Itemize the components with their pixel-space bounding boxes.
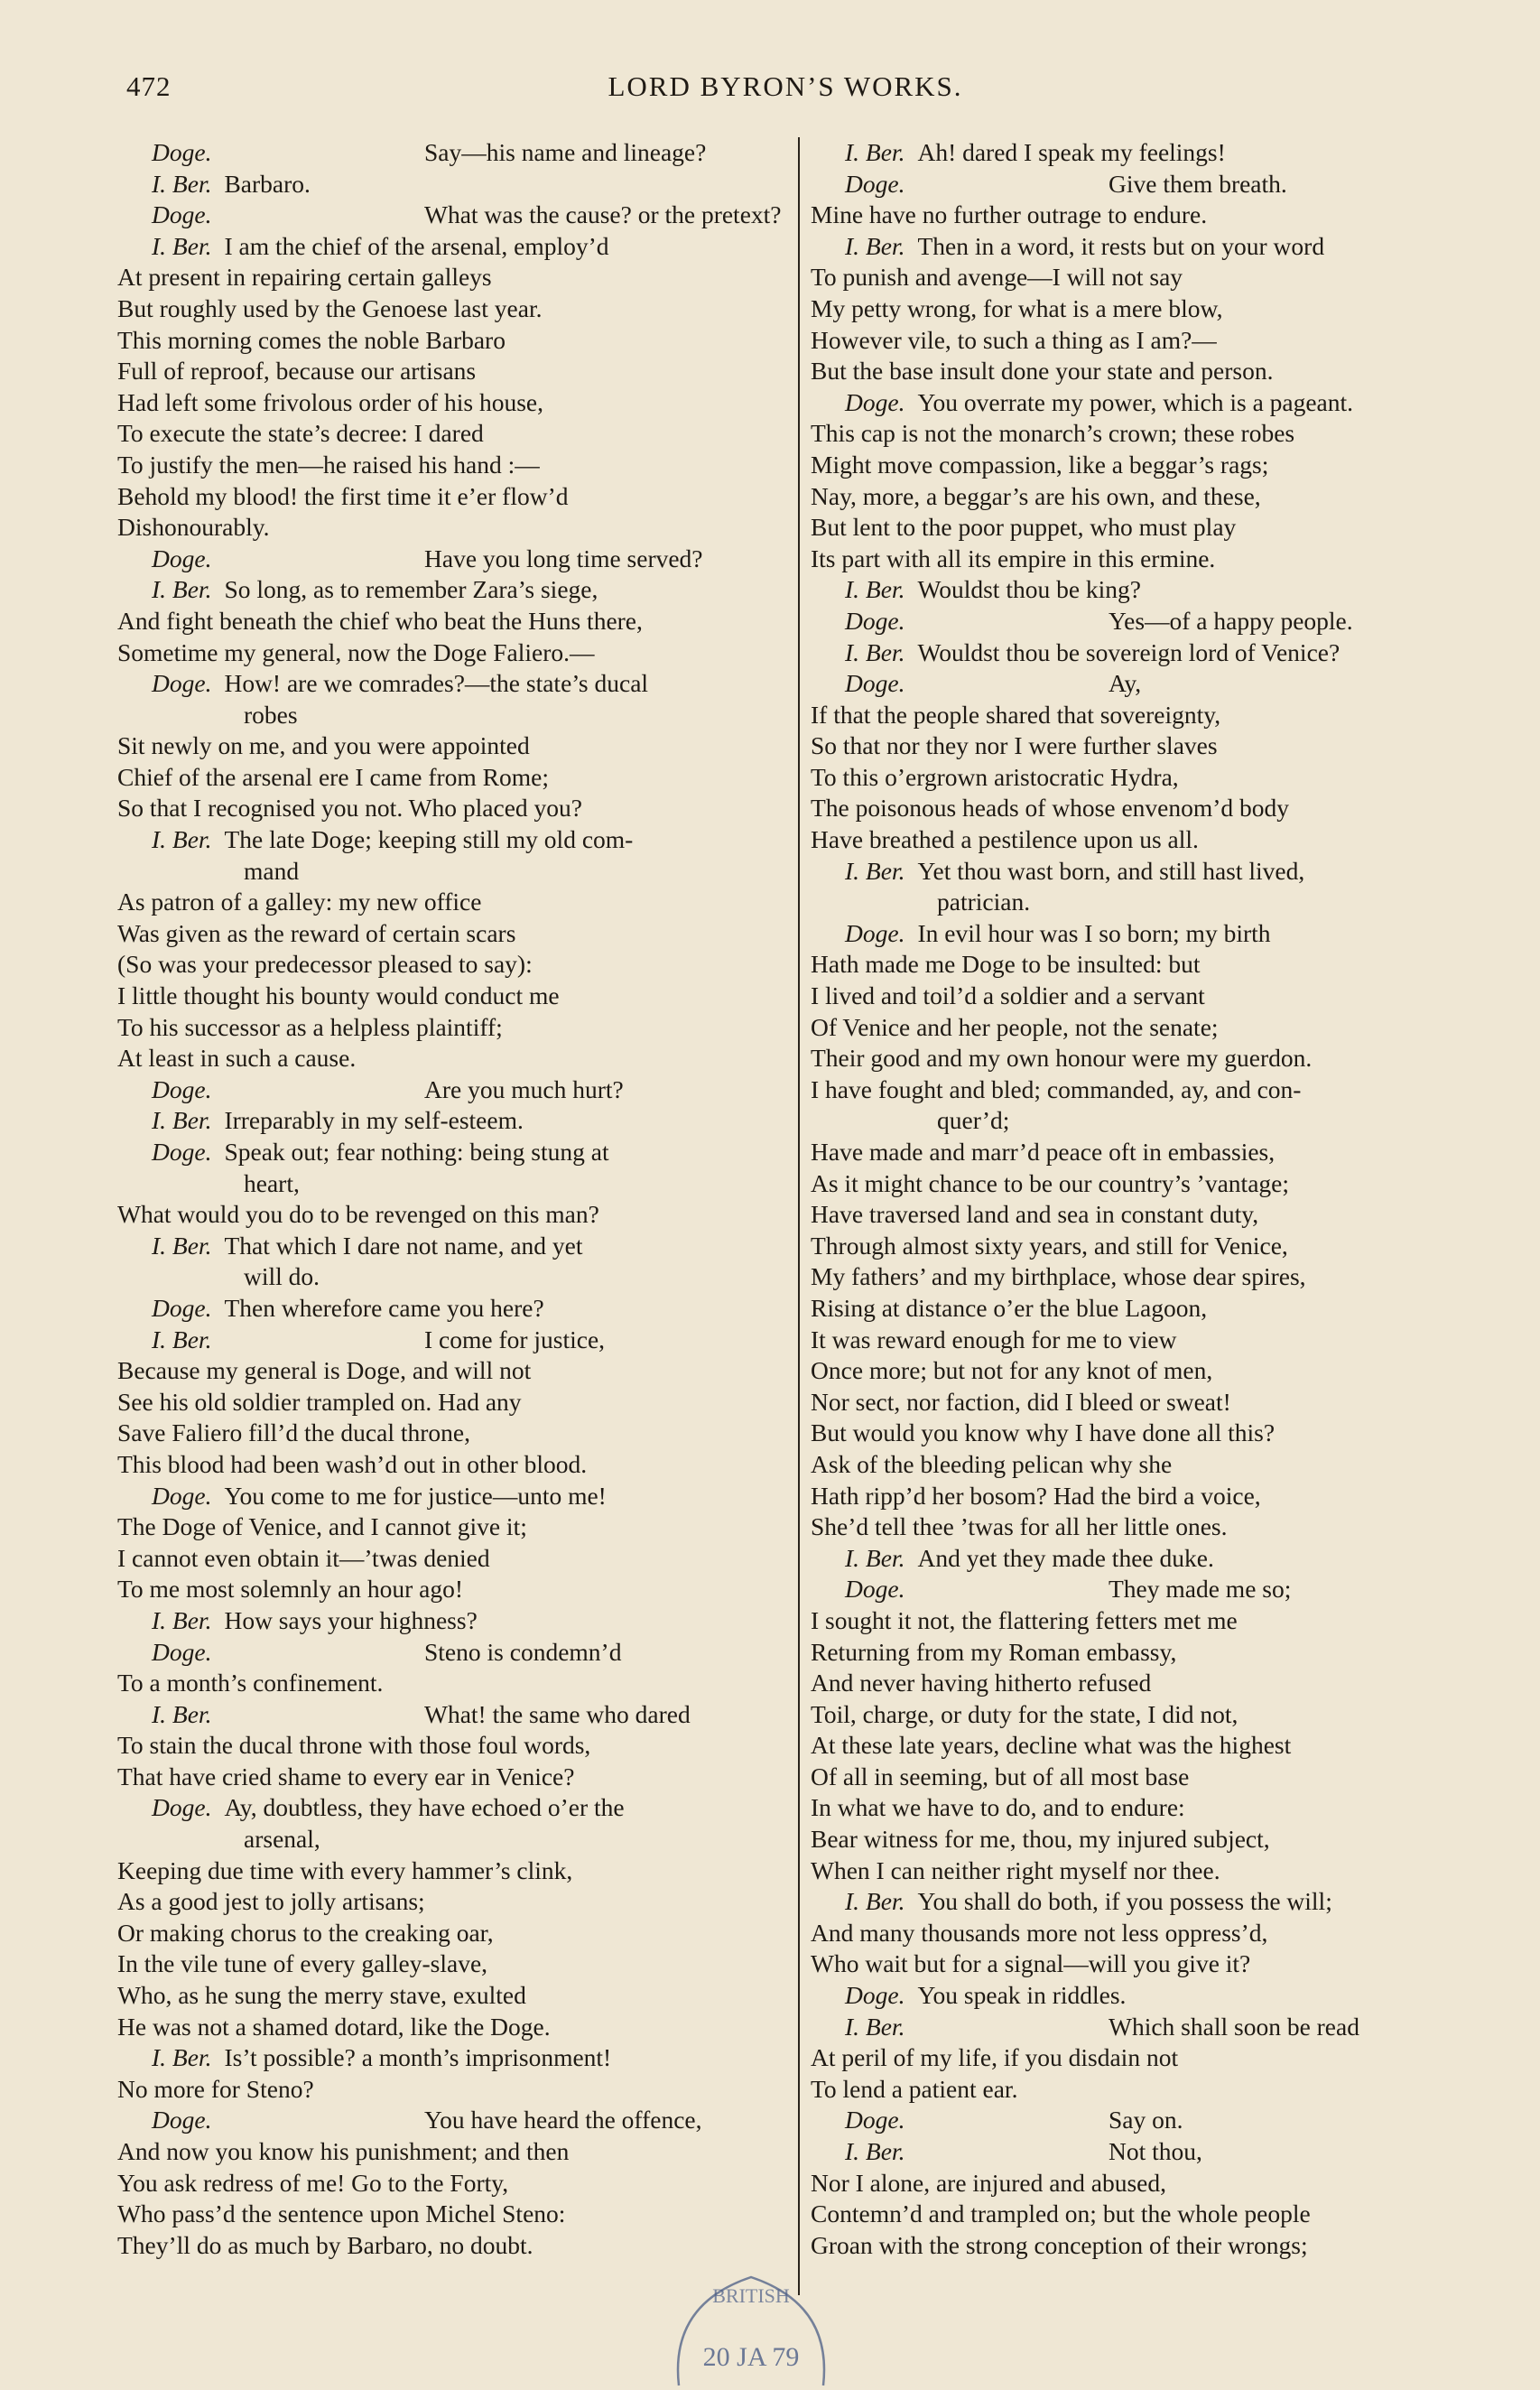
verse-line bbox=[117, 1792, 785, 1824]
speaker-name: I. Ber. bbox=[845, 856, 905, 885]
verse-line: To justify the men—he raised his hand :— bbox=[117, 450, 540, 479]
line-text: Steno is condemn’d bbox=[424, 1637, 622, 1666]
verse-line bbox=[811, 1543, 1447, 1575]
verse-line: mand bbox=[244, 856, 300, 885]
verse-line: At present in repairing certain galleys bbox=[117, 263, 492, 292]
verse-line: What would you do to be revenged on this man? bbox=[117, 1200, 599, 1229]
verse-line bbox=[811, 2012, 1447, 2043]
verse-line: At these late years, decline what was the highest bbox=[811, 1731, 1292, 1760]
verse-line: No more for Steno? bbox=[117, 2074, 314, 2103]
verse-line bbox=[811, 574, 1447, 606]
verse-line: Or making chorus to the creaking oar, bbox=[117, 1918, 494, 1947]
verse-line: Nay, more, a beggar’s are his own, and these, bbox=[811, 481, 1261, 510]
verse-line: Contemn’d and trampled on; but the whole people bbox=[811, 2199, 1311, 2228]
line-text: Ah! dared I speak my feelings! bbox=[917, 138, 1226, 166]
line-text: Yet thou wast born, and still hast lived, bbox=[917, 856, 1305, 885]
verse-line: To lend a patient ear. bbox=[811, 2074, 1018, 2103]
verse-line: At least in such a cause. bbox=[117, 1044, 357, 1073]
verse-line: To stain the ducal throne with those foul words, bbox=[117, 1731, 591, 1760]
verse-line bbox=[811, 387, 1447, 419]
line-text: Have you long time served? bbox=[424, 544, 703, 572]
speaker-name: Doge. bbox=[845, 1575, 905, 1604]
verse-line: Who wait but for a signal—will you give it? bbox=[811, 1949, 1251, 1978]
speaker-name: I. Ber. bbox=[152, 169, 212, 198]
speaker-name: Doge. bbox=[152, 544, 212, 572]
line-text: So long, as to remember Zara’s siege, bbox=[224, 575, 598, 604]
verse-line: So that I recognised you not. Who placed you? bbox=[117, 794, 582, 823]
verse-line: (So was your predecessor pleased to say): bbox=[117, 950, 533, 979]
verse-line: patrician. bbox=[937, 888, 1031, 916]
verse-line: To execute the state’s decree: I dared bbox=[117, 419, 484, 448]
verse-line: But would you know why I have done all this? bbox=[811, 1418, 1276, 1447]
verse-line: As patron of a galley: my new office bbox=[117, 888, 482, 916]
verse-line: Hath made me Doge to be insulted: but bbox=[811, 950, 1201, 979]
verse-line: My petty wrong, for what is a mere blow, bbox=[811, 293, 1223, 322]
verse-line: Of Venice and her people, not the senate; bbox=[811, 1012, 1219, 1041]
verse-line: But roughly used by the Genoese last year. bbox=[117, 293, 543, 322]
speaker-name: I. Ber. bbox=[845, 138, 905, 166]
verse-line bbox=[811, 2105, 1447, 2136]
verse-line bbox=[811, 606, 1447, 637]
column-divider bbox=[798, 137, 800, 2295]
verse-line: But lent to the poor puppet, who must play bbox=[811, 513, 1237, 542]
verse-line bbox=[117, 231, 785, 263]
verse-line bbox=[117, 200, 785, 231]
line-text: Speak out; fear nothing: being stung at bbox=[224, 1138, 609, 1166]
verse-line: Through almost sixty years, and still for Venice, bbox=[811, 1231, 1288, 1260]
verse-line bbox=[811, 918, 1447, 950]
verse-line: arsenal, bbox=[244, 1825, 320, 1854]
verse-line bbox=[117, 137, 785, 169]
line-text: What! the same who dared bbox=[424, 1699, 691, 1728]
verse-line bbox=[117, 544, 785, 575]
verse-line: If that the people shared that sovereignty, bbox=[811, 700, 1221, 729]
verse-line bbox=[117, 1293, 785, 1325]
verse-line: The Doge of Venice, and I cannot give it; bbox=[117, 1512, 527, 1541]
verse-line bbox=[811, 1980, 1447, 2012]
stamp-date: 20 JA 79 bbox=[702, 2342, 800, 2372]
verse-line: I little thought his bounty would conduct me bbox=[117, 981, 560, 1010]
line-text: Ay, doubtless, they have echoed o’er the bbox=[224, 1793, 625, 1822]
line-text: Barbaro. bbox=[224, 169, 311, 198]
line-text: Yes—of a happy people. bbox=[1109, 606, 1353, 635]
speaker-name: Doge. bbox=[845, 2106, 905, 2134]
verse-line: Its part with all its empire in this ermine. bbox=[811, 544, 1216, 572]
speaker-name: Doge. bbox=[152, 1793, 212, 1822]
speaker-name: Doge. bbox=[152, 1293, 212, 1322]
speaker-name: I. Ber. bbox=[845, 2012, 905, 2041]
verse-line: will do. bbox=[244, 1262, 320, 1291]
verse-line bbox=[117, 668, 785, 700]
line-text: What was the cause? or the pretext? bbox=[424, 200, 782, 229]
verse-line: To a month’s confinement. bbox=[117, 1669, 384, 1697]
verse-line bbox=[117, 574, 785, 606]
verse-line: This morning comes the noble Barbaro bbox=[117, 325, 506, 354]
verse-line: Had left some frivolous order of his house, bbox=[117, 387, 543, 416]
verse-line: Have made and marr’d peace oft in embassies, bbox=[811, 1138, 1276, 1166]
speaker-name: Doge. bbox=[845, 606, 905, 635]
verse-line: Might move compassion, like a beggar’s rags; bbox=[811, 450, 1269, 479]
line-text: In evil hour was I so born; my birth bbox=[917, 918, 1271, 947]
verse-line: To this o’ergrown aristocratic Hydra, bbox=[811, 762, 1179, 791]
verse-line: Sometime my general, now the Doge Faliero.— bbox=[117, 637, 595, 666]
speaker-name: I. Ber. bbox=[152, 1325, 212, 1353]
line-text: Are you much hurt? bbox=[424, 1074, 624, 1103]
verse-line: I cannot even obtain it—’twas denied bbox=[117, 1543, 490, 1572]
line-text: Ay, bbox=[1109, 669, 1142, 698]
verse-line bbox=[117, 1481, 785, 1512]
verse-line: Who, as he sung the merry stave, exulted bbox=[117, 1981, 526, 2010]
verse-line: Save Faliero fill’d the ducal throne, bbox=[117, 1418, 470, 1447]
verse-line: Was given as the reward of certain scars bbox=[117, 918, 516, 947]
verse-line: Returning from my Roman embassy, bbox=[811, 1637, 1177, 1666]
speaker-name: I. Ber. bbox=[845, 575, 905, 604]
page-header bbox=[126, 70, 1444, 116]
line-text: Wouldst thou be sovereign lord of Venice? bbox=[917, 637, 1341, 666]
speaker-name: I. Ber. bbox=[152, 2043, 212, 2072]
line-text: That which I dare not name, and yet bbox=[224, 1231, 583, 1260]
verse-line: heart, bbox=[244, 1168, 300, 1197]
verse-line bbox=[811, 231, 1447, 263]
speaker-name: Doge. bbox=[845, 1981, 905, 2010]
speaker-name: Doge. bbox=[152, 1637, 212, 1666]
verse-line: As it might chance to be our country’s ’vantage; bbox=[811, 1168, 1289, 1197]
verse-line: Have traversed land and sea in constant duty, bbox=[811, 1200, 1259, 1229]
speaker-name: Doge. bbox=[152, 669, 212, 698]
verse-line: As a good jest to jolly artisans; bbox=[117, 1887, 425, 1916]
speaker-name: Doge. bbox=[845, 387, 905, 416]
line-text: I am the chief of the arsenal, employ’d bbox=[224, 231, 609, 260]
line-text: I come for justice, bbox=[424, 1325, 606, 1353]
speaker-name: I. Ber. bbox=[152, 1605, 212, 1634]
verse-line: See his old soldier trampled on. Had any bbox=[117, 1387, 522, 1416]
line-text: You come to me for justice—unto me! bbox=[224, 1481, 607, 1510]
verse-line bbox=[117, 1231, 785, 1262]
verse-line: In the vile tune of every galley-slave, bbox=[117, 1949, 488, 1978]
running-title: LORD BYRON’S WORKS. bbox=[608, 70, 963, 102]
line-text: You speak in riddles. bbox=[917, 1981, 1127, 2010]
verse-line: In what we have to do, and to endure: bbox=[811, 1793, 1185, 1822]
verse-line: Who pass’d the sentence upon Michel Steno: bbox=[117, 2199, 566, 2228]
verse-line bbox=[117, 1137, 785, 1168]
speaker-name: Doge. bbox=[845, 669, 905, 698]
verse-line: Behold my blood! the first time it e’er flow’d bbox=[117, 481, 569, 510]
verse-line: My fathers’ and my birthplace, whose dear spires, bbox=[811, 1262, 1306, 1291]
verse-line: Nor sect, nor faction, did I bleed or sweat! bbox=[811, 1387, 1231, 1416]
verse-line: It was reward enough for me to view bbox=[811, 1325, 1177, 1353]
verse-line: I have fought and bled; commanded, ay, and con- bbox=[811, 1074, 1302, 1103]
speaker-name: I. Ber. bbox=[152, 231, 212, 260]
speaker-name: I. Ber. bbox=[152, 825, 212, 854]
verse-line bbox=[117, 1699, 785, 1731]
stamp-text-top: BRITISH bbox=[712, 2284, 790, 2307]
line-text: Then in a word, it rests but on your word bbox=[917, 231, 1325, 260]
verse-line: And never having hitherto refused bbox=[811, 1669, 1152, 1697]
verse-line: Dishonourably. bbox=[117, 513, 270, 542]
verse-line: Mine have no further outrage to endure. bbox=[811, 200, 1208, 229]
verse-line: When I can neither right myself nor thee. bbox=[811, 1855, 1220, 1884]
speaker-name: I. Ber. bbox=[845, 1543, 905, 1572]
line-text: Not thou, bbox=[1109, 2137, 1202, 2165]
right-column bbox=[811, 137, 1447, 2261]
verse-line: To his successor as a helpless plaintiff; bbox=[117, 1012, 503, 1041]
verse-line: Ask of the bleeding pelican why she bbox=[811, 1449, 1173, 1478]
verse-line bbox=[117, 1105, 785, 1137]
verse-line bbox=[811, 668, 1447, 700]
verse-line: This cap is not the monarch’s crown; these robes bbox=[811, 419, 1295, 448]
verse-line bbox=[117, 1637, 785, 1669]
line-text: How! are we comrades?—the state’s ducal bbox=[224, 669, 649, 698]
speaker-name: I. Ber. bbox=[152, 1699, 212, 1728]
page-number: 472 bbox=[126, 70, 172, 102]
line-text: And yet they made thee duke. bbox=[917, 1543, 1214, 1572]
verse-line: So that nor they nor I were further slaves bbox=[811, 731, 1218, 760]
verse-line bbox=[811, 856, 1447, 888]
line-text: You have heard the offence, bbox=[424, 2106, 702, 2134]
speaker-name: Doge. bbox=[152, 1074, 212, 1103]
line-text: They made me so; bbox=[1109, 1575, 1292, 1604]
line-text: Wouldst thou be king? bbox=[917, 575, 1142, 604]
verse-line: Keeping due time with every hammer’s clink, bbox=[117, 1855, 573, 1884]
line-text: The late Doge; keeping still my old com- bbox=[224, 825, 634, 854]
verse-line: And now you know his punishment; and then bbox=[117, 2137, 570, 2165]
verse-line: And fight beneath the chief who beat the Huns there, bbox=[117, 606, 643, 635]
line-text: You overrate my power, which is a pageant. bbox=[917, 387, 1354, 416]
verse-line: This blood had been wash’d out in other blood. bbox=[117, 1449, 588, 1478]
line-text: Is’t possible? a month’s imprisonment! bbox=[224, 2043, 612, 2072]
verse-line bbox=[117, 2042, 785, 2074]
speaker-name: I. Ber. bbox=[845, 637, 905, 666]
verse-line: To me most solemnly an hour ago! bbox=[117, 1575, 464, 1604]
speaker-name: I. Ber. bbox=[152, 1231, 212, 1260]
verse-line bbox=[117, 2105, 785, 2136]
verse-line: Once more; but not for any knot of men, bbox=[811, 1356, 1213, 1385]
verse-line: Nor I alone, are injured and abused, bbox=[811, 2168, 1167, 2197]
verse-line: Hath ripp’d her bosom? Had the bird a voice, bbox=[811, 1481, 1261, 1510]
speaker-name: Doge. bbox=[845, 169, 905, 198]
line-text: How says your highness? bbox=[224, 1605, 478, 1634]
verse-line bbox=[117, 1605, 785, 1637]
line-text: You shall do both, if you possess the will; bbox=[917, 1887, 1332, 1916]
verse-line: She’d tell thee ’twas for all her little ones. bbox=[811, 1512, 1228, 1541]
verse-line bbox=[811, 169, 1447, 200]
speaker-name: I. Ber. bbox=[152, 575, 212, 604]
verse-line: To punish and avenge—I will not say bbox=[811, 263, 1183, 292]
speaker-name: I. Ber. bbox=[845, 1887, 905, 1916]
line-text: Which shall soon be read bbox=[1109, 2012, 1359, 2041]
verse-line bbox=[117, 1074, 785, 1106]
line-text: Then wherefore came you here? bbox=[224, 1293, 544, 1322]
verse-line: And many thousands more not less oppress’d, bbox=[811, 1918, 1268, 1947]
verse-line: Of all in seeming, but of all most base bbox=[811, 1762, 1190, 1790]
speaker-name: I. Ber. bbox=[845, 2137, 905, 2165]
verse-line: Sit newly on me, and you were appointed bbox=[117, 731, 530, 760]
line-text: Give them breath. bbox=[1109, 169, 1287, 198]
verse-line: Chief of the arsenal ere I came from Rome; bbox=[117, 762, 549, 791]
verse-line: However vile, to such a thing as I am?— bbox=[811, 325, 1217, 354]
verse-line bbox=[811, 137, 1447, 169]
verse-line bbox=[811, 2136, 1447, 2168]
speaker-name: Doge. bbox=[152, 2106, 212, 2134]
verse-line: Groan with the strong conception of their wrongs; bbox=[811, 2230, 1308, 2259]
verse-line: Because my general is Doge, and will not bbox=[117, 1356, 532, 1385]
verse-line: quer’d; bbox=[937, 1106, 1010, 1135]
verse-line bbox=[117, 824, 785, 856]
speaker-name: I. Ber. bbox=[845, 231, 905, 260]
verse-line: Have breathed a pestilence upon us all. bbox=[811, 825, 1199, 854]
verse-line: robes bbox=[244, 700, 298, 729]
verse-line bbox=[811, 637, 1447, 669]
verse-line: Rising at distance o’er the blue Lagoon, bbox=[811, 1293, 1208, 1322]
line-text: Say on. bbox=[1109, 2106, 1183, 2134]
verse-line: Bear witness for me, thou, my injured subject, bbox=[811, 1825, 1270, 1854]
line-text: Irreparably in my self-esteem. bbox=[224, 1106, 524, 1135]
library-stamp-icon bbox=[652, 2250, 850, 2390]
verse-line: Their good and my own honour were my guerdon. bbox=[811, 1044, 1313, 1073]
verse-line: The poisonous heads of whose envenom’d body bbox=[811, 794, 1290, 823]
verse-line bbox=[117, 169, 785, 200]
line-text: Say—his name and lineage? bbox=[424, 138, 707, 166]
speaker-name: Doge. bbox=[845, 918, 905, 947]
left-column bbox=[117, 137, 785, 2261]
verse-line: At peril of my life, if you disdain not bbox=[811, 2043, 1179, 2072]
verse-line: I lived and toil’d a soldier and a servant bbox=[811, 981, 1205, 1010]
speaker-name: Doge. bbox=[152, 200, 212, 229]
verse-line: Full of reproof, because our artisans bbox=[117, 357, 477, 386]
speaker-name: I. Ber. bbox=[152, 1106, 212, 1135]
verse-line: I sought it not, the flattering fetters met me bbox=[811, 1605, 1238, 1634]
verse-line: They’ll do as much by Barbaro, no doubt. bbox=[117, 2230, 533, 2259]
verse-line: You ask redress of me! Go to the Forty, bbox=[117, 2168, 509, 2197]
verse-line bbox=[117, 1325, 785, 1356]
verse-line: Toil, charge, or duty for the state, I did not, bbox=[811, 1699, 1238, 1728]
speaker-name: Doge. bbox=[152, 138, 212, 166]
verse-line bbox=[811, 1574, 1447, 1605]
speaker-name: Doge. bbox=[152, 1138, 212, 1166]
verse-line: That have cried shame to every ear in Venice? bbox=[117, 1762, 575, 1790]
verse-line bbox=[811, 1886, 1447, 1918]
verse-line: He was not a shamed dotard, like the Doge. bbox=[117, 2012, 551, 2041]
verse-line: But the base insult done your state and person. bbox=[811, 357, 1274, 386]
speaker-name: Doge. bbox=[152, 1481, 212, 1510]
